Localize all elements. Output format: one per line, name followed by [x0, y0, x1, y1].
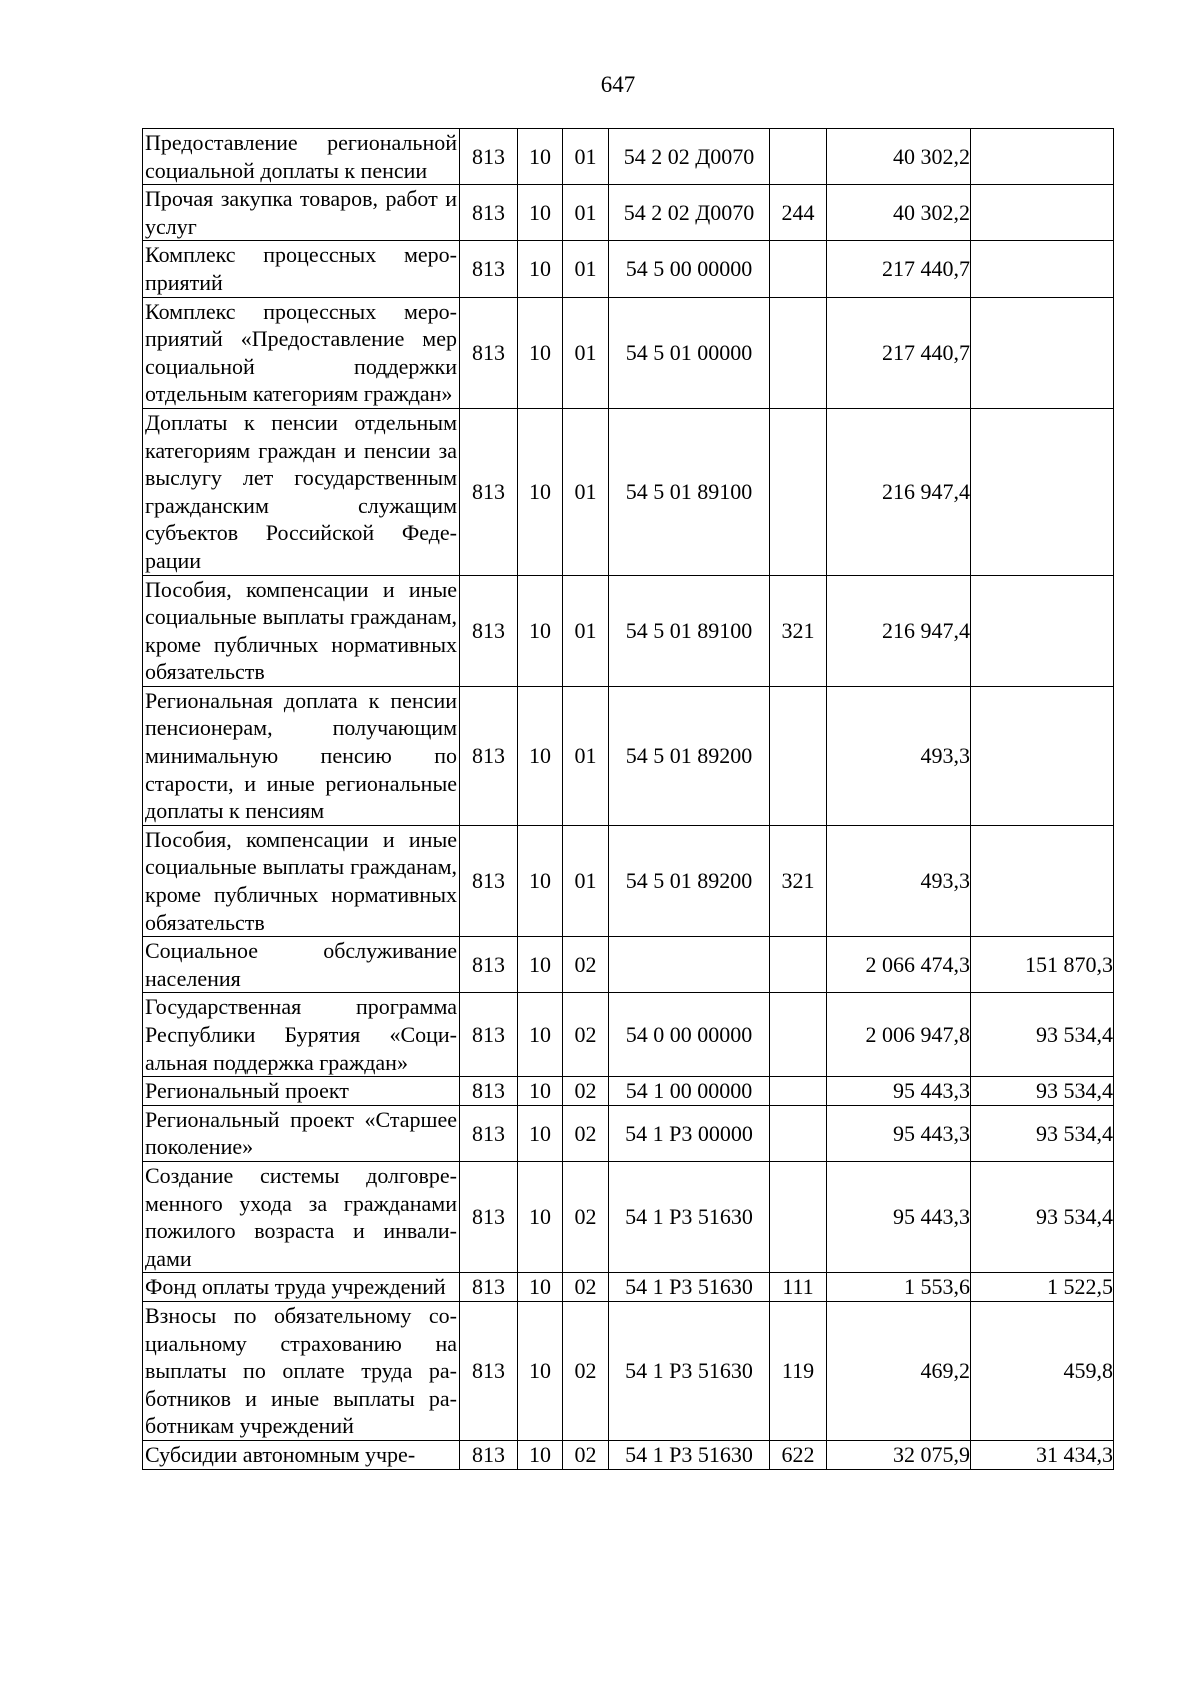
expense-type-cell: 111 [770, 1273, 827, 1302]
subsection-code-cell: 01 [563, 185, 609, 241]
table-row [143, 1161, 1114, 1272]
ministry-code-cell: 813 [460, 686, 518, 825]
subsection-code-cell: 01 [563, 825, 609, 936]
table-row [143, 129, 1114, 185]
target-article-cell: 54 5 01 89100 [609, 575, 770, 686]
row-name-cell: Социальное обслуживание населения [143, 937, 460, 993]
expense-type-cell: 321 [770, 825, 827, 936]
target-article-cell: 54 1 00 00000 [609, 1077, 770, 1106]
target-article-cell: 54 1 P3 51630 [609, 1301, 770, 1440]
table-row [143, 297, 1114, 408]
table-row [143, 686, 1114, 825]
expense-type-cell [770, 408, 827, 575]
row-name-cell: Региональная доплата к пенсии пенсионерам, получающим минимальную пенсию по старости, и иные региональные доплаты к пенсиям [143, 686, 460, 825]
amount-cell: 217 440,7 [827, 241, 971, 297]
ministry-code-cell: 813 [460, 1273, 518, 1302]
table-row [143, 825, 1114, 936]
table-row [143, 241, 1114, 297]
table-row [143, 937, 1114, 993]
subsection-code-cell: 02 [563, 993, 609, 1077]
ministry-code-cell: 813 [460, 1440, 518, 1469]
ministry-code-cell: 813 [460, 185, 518, 241]
federal-amount-cell: 151 870,3 [971, 937, 1114, 993]
expense-type-cell [770, 993, 827, 1077]
section-code-cell: 10 [518, 1161, 563, 1272]
expense-type-cell [770, 297, 827, 408]
section-code-cell: 10 [518, 1105, 563, 1161]
expense-type-cell [770, 129, 827, 185]
budget-table [142, 128, 1114, 1470]
target-article-cell: 54 5 01 89200 [609, 825, 770, 936]
row-name-cell: Создание системы долговременного ухода за гражданами пожилого возраста и инвалидами [143, 1161, 460, 1272]
section-code-cell: 10 [518, 825, 563, 936]
federal-amount-cell: 1 522,5 [971, 1273, 1114, 1302]
federal-amount-cell [971, 297, 1114, 408]
table-row [143, 993, 1114, 1077]
ministry-code-cell: 813 [460, 129, 518, 185]
table-row [143, 1105, 1114, 1161]
section-code-cell: 10 [518, 937, 563, 993]
section-code-cell: 10 [518, 575, 563, 686]
expense-type-cell: 119 [770, 1301, 827, 1440]
federal-amount-cell [971, 575, 1114, 686]
ministry-code-cell: 813 [460, 297, 518, 408]
target-article-cell: 54 1 P3 51630 [609, 1273, 770, 1302]
subsection-code-cell: 02 [563, 1273, 609, 1302]
amount-cell: 1 553,6 [827, 1273, 971, 1302]
amount-cell: 493,3 [827, 686, 971, 825]
amount-cell: 217 440,7 [827, 297, 971, 408]
subsection-code-cell: 01 [563, 297, 609, 408]
target-article-cell: 54 0 00 00000 [609, 993, 770, 1077]
amount-cell: 216 947,4 [827, 575, 971, 686]
federal-amount-cell: 31 434,3 [971, 1440, 1114, 1469]
target-article-cell: 54 1 P3 51630 [609, 1161, 770, 1272]
target-article-cell: 54 5 00 00000 [609, 241, 770, 297]
ministry-code-cell: 813 [460, 575, 518, 686]
expense-type-cell: 321 [770, 575, 827, 686]
row-name-cell: Взносы по обязательному социальному страхованию на выплаты по оплате труда работников и иные выплаты работникам учреждений [143, 1301, 460, 1440]
table-row [143, 1273, 1114, 1302]
ministry-code-cell: 813 [460, 1301, 518, 1440]
amount-cell: 216 947,4 [827, 408, 971, 575]
target-article-cell [609, 937, 770, 993]
ministry-code-cell: 813 [460, 1077, 518, 1106]
target-article-cell: 54 5 01 89100 [609, 408, 770, 575]
subsection-code-cell: 01 [563, 129, 609, 185]
ministry-code-cell: 813 [460, 937, 518, 993]
row-name-cell: Доплаты к пенсии отдельным категориям граждан и пенсии за выслугу лет государственным гражданским служащим субъектов Российской Федерации [143, 408, 460, 575]
federal-amount-cell [971, 825, 1114, 936]
target-article-cell: 54 1 P3 00000 [609, 1105, 770, 1161]
row-name-cell: Фонд оплаты труда учреждений [143, 1273, 460, 1302]
row-name-cell: Предоставление региональной социальной доплаты к пенсии [143, 129, 460, 185]
section-code-cell: 10 [518, 1273, 563, 1302]
amount-cell: 95 443,3 [827, 1105, 971, 1161]
expense-type-cell: 622 [770, 1440, 827, 1469]
federal-amount-cell [971, 185, 1114, 241]
row-name-cell: Региональный проект [143, 1077, 460, 1106]
amount-cell: 40 302,2 [827, 129, 971, 185]
table-row [143, 575, 1114, 686]
federal-amount-cell [971, 686, 1114, 825]
table-row [143, 1077, 1114, 1106]
expense-type-cell [770, 1077, 827, 1106]
amount-cell: 32 075,9 [827, 1440, 971, 1469]
ministry-code-cell: 813 [460, 241, 518, 297]
federal-amount-cell: 93 534,4 [971, 1077, 1114, 1106]
federal-amount-cell: 93 534,4 [971, 1105, 1114, 1161]
subsection-code-cell: 01 [563, 241, 609, 297]
target-article-cell: 54 5 01 89200 [609, 686, 770, 825]
row-name-cell: Комплекс процессных мероприятий «Предоставление мер социальной поддержки отдельным категориям граждан» [143, 297, 460, 408]
federal-amount-cell: 93 534,4 [971, 1161, 1114, 1272]
row-name-cell: Комплекс процессных мероприятий [143, 241, 460, 297]
amount-cell: 2 006 947,8 [827, 993, 971, 1077]
section-code-cell: 10 [518, 686, 563, 825]
row-name-cell: Государственная программа Республики Бурятия «Социальная поддержка граждан» [143, 993, 460, 1077]
expense-type-cell [770, 937, 827, 993]
federal-amount-cell: 459,8 [971, 1301, 1114, 1440]
section-code-cell: 10 [518, 1301, 563, 1440]
amount-cell: 40 302,2 [827, 185, 971, 241]
subsection-code-cell: 01 [563, 686, 609, 825]
target-article-cell: 54 1 P3 51630 [609, 1440, 770, 1469]
table-row [143, 408, 1114, 575]
expense-type-cell [770, 241, 827, 297]
subsection-code-cell: 02 [563, 1077, 609, 1106]
budget-table-body [143, 129, 1114, 1470]
federal-amount-cell [971, 241, 1114, 297]
amount-cell: 469,2 [827, 1301, 971, 1440]
ministry-code-cell: 813 [460, 1105, 518, 1161]
section-code-cell: 10 [518, 993, 563, 1077]
section-code-cell: 10 [518, 408, 563, 575]
table-row [143, 1440, 1114, 1469]
ministry-code-cell: 813 [460, 408, 518, 575]
row-name-cell: Региональный проект «Старшее поколение» [143, 1105, 460, 1161]
target-article-cell: 54 2 02 Д0070 [609, 185, 770, 241]
subsection-code-cell: 02 [563, 1161, 609, 1272]
subsection-code-cell: 02 [563, 937, 609, 993]
expense-type-cell: 244 [770, 185, 827, 241]
subsection-code-cell: 01 [563, 575, 609, 686]
federal-amount-cell [971, 129, 1114, 185]
amount-cell: 2 066 474,3 [827, 937, 971, 993]
expense-type-cell [770, 1161, 827, 1272]
subsection-code-cell: 01 [563, 408, 609, 575]
ministry-code-cell: 813 [460, 825, 518, 936]
target-article-cell: 54 5 01 00000 [609, 297, 770, 408]
subsection-code-cell: 02 [563, 1301, 609, 1440]
row-name-cell: Пособия, компенсации и иные социальные выплаты гражданам, кроме публичных нормативных обязательств [143, 575, 460, 686]
section-code-cell: 10 [518, 241, 563, 297]
page-number: 647 [600, 72, 636, 97]
row-name-cell: Субсидии автономным учре- [143, 1440, 460, 1469]
amount-cell: 95 443,3 [827, 1077, 971, 1106]
expense-type-cell [770, 686, 827, 825]
ministry-code-cell: 813 [460, 993, 518, 1077]
row-name-cell: Пособия, компенсации и иные социальные выплаты гражданам, кроме публичных нормативных обязательств [143, 825, 460, 936]
section-code-cell: 10 [518, 1077, 563, 1106]
table-row [143, 185, 1114, 241]
subsection-code-cell: 02 [563, 1440, 609, 1469]
ministry-code-cell: 813 [460, 1161, 518, 1272]
section-code-cell: 10 [518, 297, 563, 408]
expense-type-cell [770, 1105, 827, 1161]
federal-amount-cell: 93 534,4 [971, 993, 1114, 1077]
table-row [143, 1301, 1114, 1440]
row-name-cell: Прочая закупка товаров, работ и услуг [143, 185, 460, 241]
federal-amount-cell [971, 408, 1114, 575]
section-code-cell: 10 [518, 1440, 563, 1469]
section-code-cell: 10 [518, 129, 563, 185]
target-article-cell: 54 2 02 Д0070 [609, 129, 770, 185]
amount-cell: 493,3 [827, 825, 971, 936]
section-code-cell: 10 [518, 185, 563, 241]
amount-cell: 95 443,3 [827, 1161, 971, 1272]
subsection-code-cell: 02 [563, 1105, 609, 1161]
